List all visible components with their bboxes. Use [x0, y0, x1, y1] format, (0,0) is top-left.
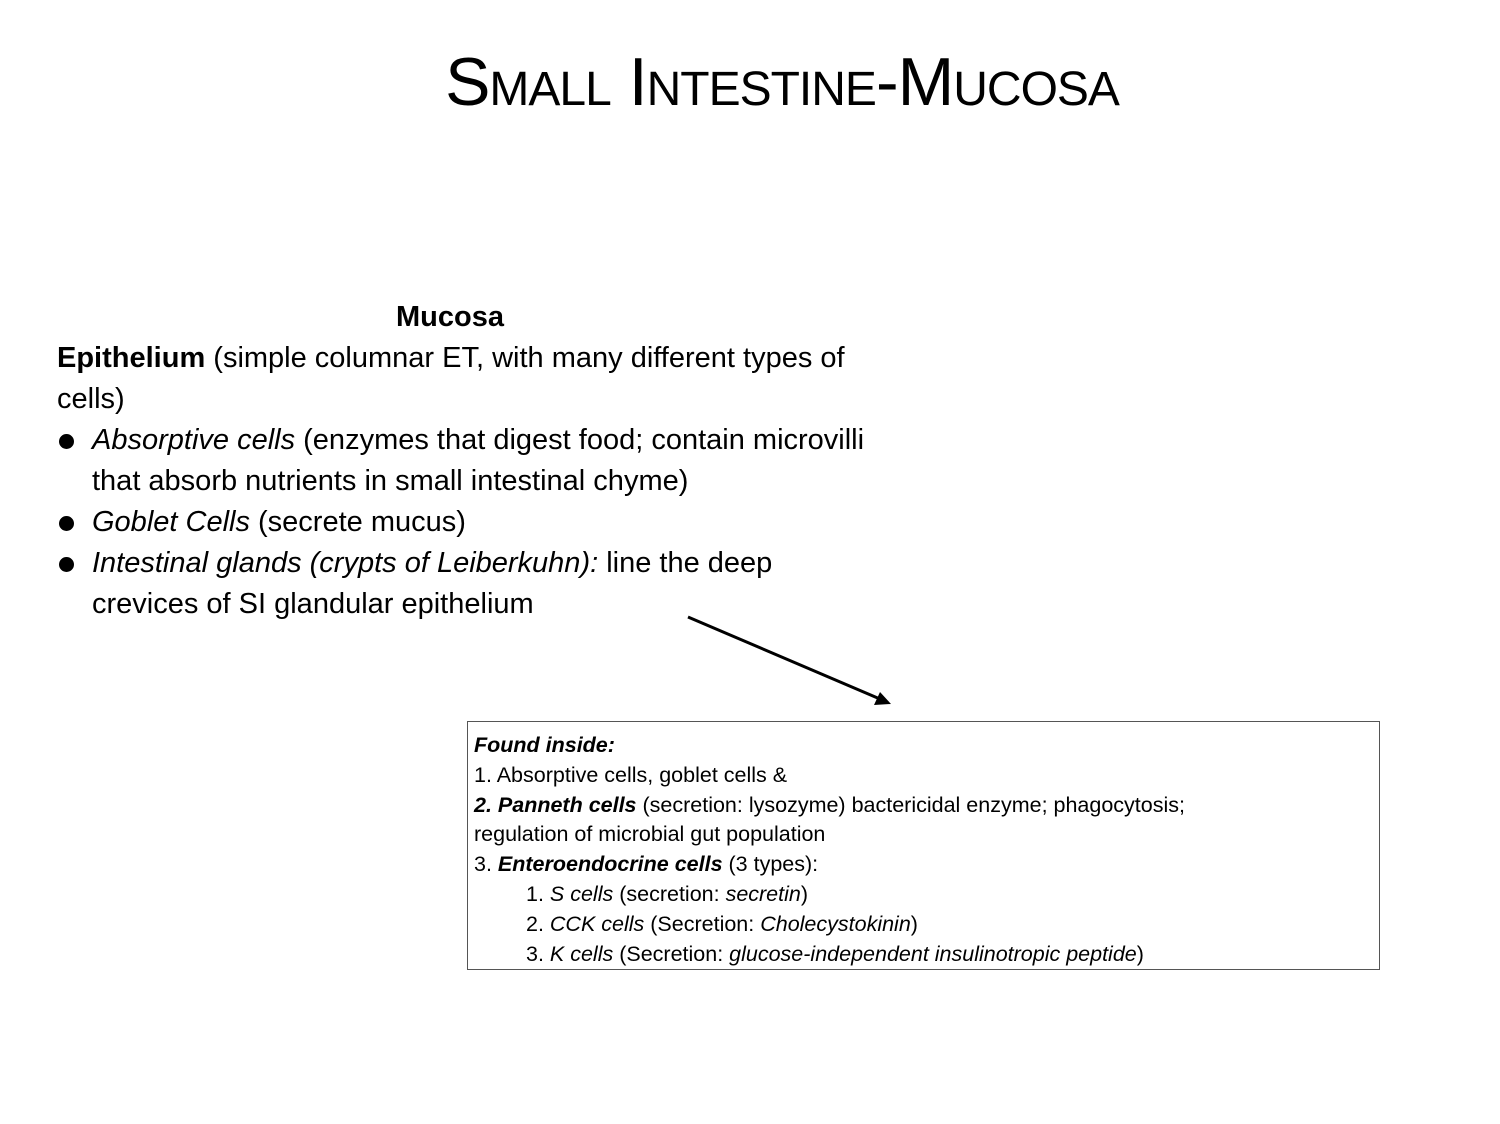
subtype-num: 3.	[526, 941, 550, 966]
subtype-cell: CCK cells	[549, 911, 645, 936]
bullet-text: (enzymes that digest food; contain microvilli that absorb nutrients in small intestinal chyme)	[92, 424, 865, 497]
mucosa-heading: Mucosa	[396, 301, 504, 333]
subtype-post: )	[800, 881, 809, 906]
subtype-pre: (secretion:	[613, 881, 726, 906]
box-line-absorptive: 1. Absorptive cells, goblet cells &	[474, 762, 788, 787]
subtype-cell: S cells	[549, 881, 614, 906]
epithelium-text: (simple columnar ET, with many different types of cells)	[57, 342, 845, 415]
subtype-post: )	[1136, 941, 1144, 966]
entero-text: (3 types):	[722, 852, 819, 877]
subtype-hormone: Cholecystokinin	[760, 911, 911, 936]
epithelium-paragraph	[57, 338, 877, 420]
subtype-item	[474, 880, 1373, 910]
bullet-text: line the deep crevices of SI glandular epithelium	[92, 547, 773, 620]
list-item	[57, 420, 877, 502]
panneth-label: 2. Panneth cells	[474, 792, 637, 817]
subtype-item	[474, 940, 1373, 970]
bullet-term: Goblet Cells	[92, 506, 250, 538]
box-heading: Found inside:	[474, 733, 615, 757]
list-item	[57, 502, 877, 543]
bullet-icon	[59, 557, 74, 572]
subtype-pre: (Secretion:	[644, 911, 761, 936]
box-line-panneth-cont: regulation of microbial gut population	[474, 822, 826, 847]
entero-label: Enteroendocrine cells	[497, 852, 723, 877]
bullet-text: (secrete mucus)	[249, 506, 466, 538]
subtype-num: 1.	[526, 881, 550, 906]
subtype-num: 2.	[526, 911, 550, 936]
bullet-term: Intestinal glands (crypts of Leiberkuhn):	[92, 547, 599, 579]
cell-type-list	[57, 420, 877, 625]
bullet-term: Absorptive cells	[92, 424, 296, 456]
subtype-post: )	[910, 911, 918, 936]
mucosa-section	[57, 297, 877, 625]
list-item	[57, 543, 877, 625]
entero-num: 3.	[474, 852, 498, 877]
subtype-pre: (Secretion:	[613, 941, 730, 966]
panneth-text: (secretion: lysozyme) bactericidal enzyme; phagocytosis;	[636, 792, 1185, 817]
epithelium-label: Epithelium	[57, 342, 206, 374]
subtype-hormone: glucose-independent insulinotropic peptide	[729, 941, 1137, 966]
subtype-hormone: secretin	[725, 881, 801, 906]
box-line-enteroendocrine	[474, 850, 1373, 880]
bullet-icon	[59, 516, 74, 531]
slide-title: Small Intestine-Mucosa	[445, 44, 1119, 120]
found-inside-box	[467, 721, 1380, 970]
bullet-icon	[59, 434, 74, 449]
subtype-item	[474, 910, 1373, 940]
subtype-cell: K cells	[549, 941, 614, 966]
box-line-panneth	[474, 791, 1373, 821]
